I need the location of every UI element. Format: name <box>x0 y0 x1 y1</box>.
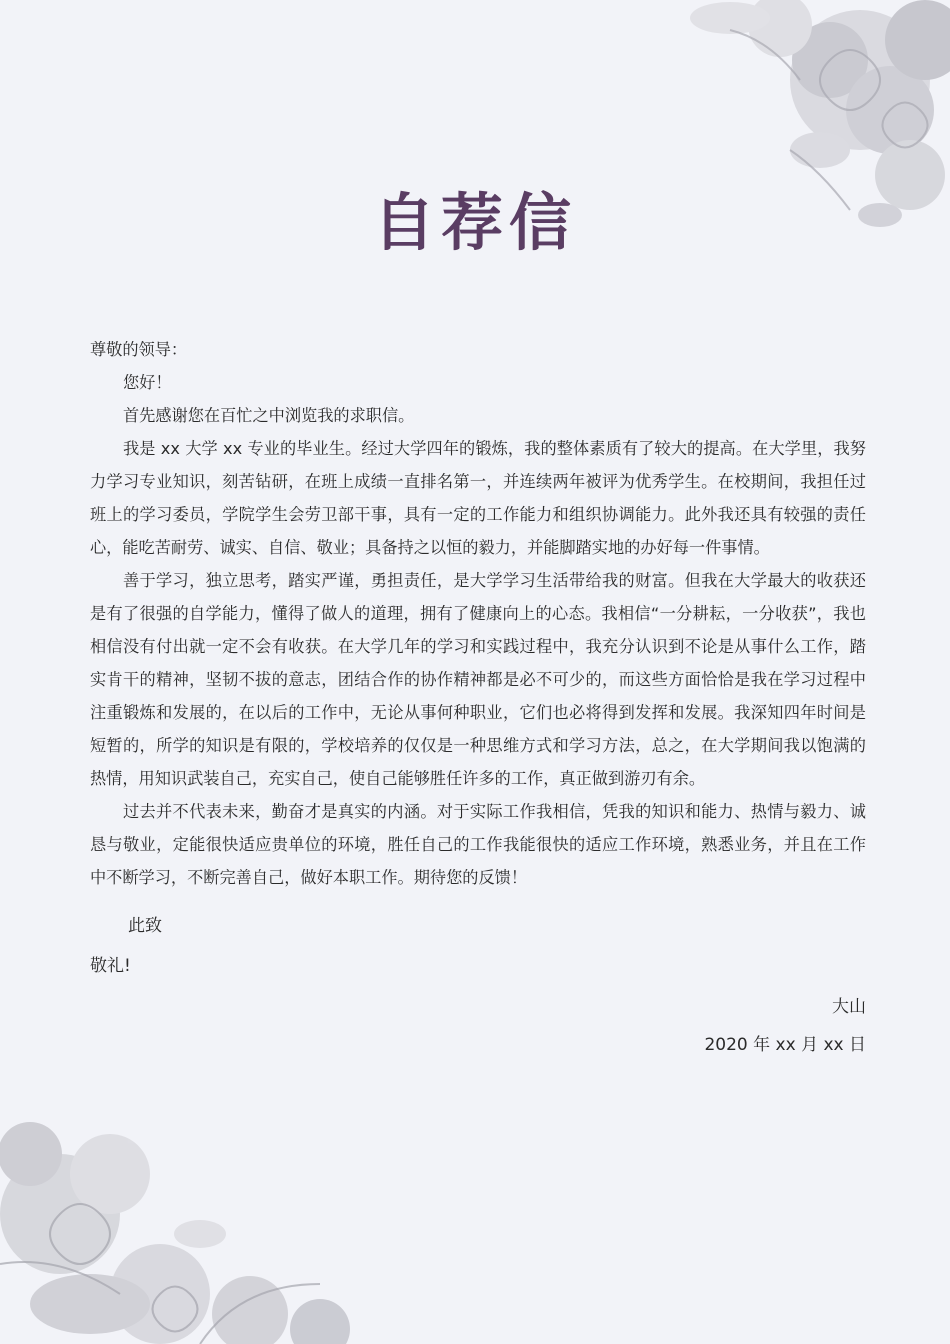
paragraph-4: 过去并不代表未来，勤奋才是真实的内涵。对于实际工作我相信，凭我的知识和能力、热情与毅力、诚恳与敬业，定能很快适应贵单位的环境，胜任自己的工作我能很快的适应工作环境，熟悉业务，并且在工作中不断学习，不断完善自己，做好本职工作。期待您的反馈！ <box>90 802 866 887</box>
salutation: 尊敬的领导： <box>90 340 188 359</box>
closing-line-2: 敬礼! <box>90 956 131 976</box>
letter-title: 自荐信 <box>372 186 577 259</box>
closing-line-1: 此致 <box>128 916 162 936</box>
signature: 大山 <box>832 997 866 1017</box>
date: 2020 年 xx 月 xx 日 <box>704 1035 866 1055</box>
paragraph-2: 我是 xx 大学 xx 专业的毕业生。经过大学四年的锻炼，我的整体素质有了较大的提高。在大学里，我努力学习专业知识，刻苦钻研，在班上成绩一直排名第一，并连续两年被评为优秀学生。在校期间，我担任过班上的学习委员，学院学生会劳卫部干事，具有一定的工作能力和组织协调能力。此外我还具有较强的责任心，能吃苦耐劳、诚实、自信、敬业；具备持之以恒的毅力，并能脚踏实地的办好每一件事情。 <box>90 439 866 557</box>
paragraph-1: 首先感谢您在百忙之中浏览我的求职信。 <box>123 406 415 425</box>
letter-body <box>90 333 866 1064</box>
floral-decoration-bottom <box>0 1114 420 1344</box>
greeting: 您好！ <box>123 373 172 392</box>
paragraph-3: 善于学习，独立思考，踏实严谨，勇担责任，是大学学习生活带给我的财富。但我在大学最大的收获还是有了很强的自学能力，懂得了做人的道理，拥有了健康向上的心态。我相信“一分耕耘，一分收获”，我也相信没有付出就一定不会有收获。在大学几年的学习和实践过程中，我充分认识到不论是从事什么工作，踏实肯干的精神，坚韧不拔的意志，团结合作的协作精神都是必不可少的，而这些方面恰恰是我在学习过程中注重锻炼和发展的，在以后的工作中，无论从事何种职业，它们也必将得到发挥和发展。我深知四年时间是短暂的，所学的知识是有限的，学校培养的仅仅是一种思维方式和学习方法，总之，在大学期间我以饱满的热情，用知识武装自己，充实自己，使自己能够胜任许多的工作，真正做到游刃有余。 <box>90 571 866 788</box>
